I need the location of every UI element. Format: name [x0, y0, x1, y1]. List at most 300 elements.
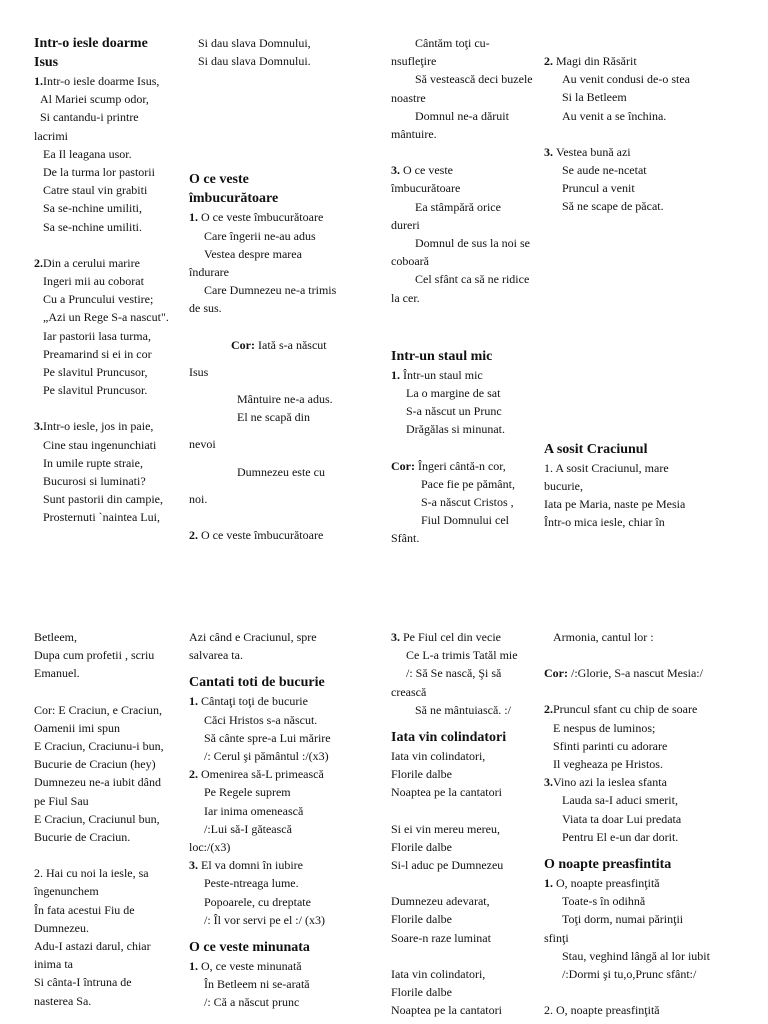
- song-title: O noapte preasfintita: [544, 857, 672, 873]
- lyric-line: [189, 893, 365, 911]
- lyric-text: E nespus de luminos;: [544, 720, 656, 735]
- lyric-text: Azi când e Craciunul, spre: [189, 630, 317, 644]
- lyric-text: Ea Il leagana usor.: [34, 146, 132, 161]
- lyric-line: [391, 892, 541, 910]
- lyric-line: [544, 70, 734, 88]
- lyric-text: Dupa cum profetii , scriu: [34, 648, 155, 663]
- spacer: [544, 682, 734, 700]
- lyric-line: [391, 475, 541, 493]
- lyric-line: [34, 646, 188, 664]
- lyric-text: Pruncul a venit: [544, 181, 635, 196]
- spacer: [544, 125, 734, 143]
- lyric-text: O ce veste îmbucurătoare: [198, 528, 324, 543]
- lyric-text: „Azi un Rege S-a nascut".: [34, 310, 169, 325]
- lyric-line: [391, 216, 541, 234]
- lyric-line: [34, 327, 188, 345]
- lyric-text: Ingeri mii au coborat: [34, 274, 144, 289]
- lyric-line: [189, 408, 365, 426]
- spacer: [391, 439, 541, 457]
- lyric-text: mântuire.: [391, 127, 437, 142]
- spacer: [391, 719, 541, 728]
- lyric-text: Vino azi la ieslea sfanta: [553, 775, 667, 790]
- lyric-text: Vestea despre marea: [189, 246, 302, 261]
- lyric-text: Pe slavitul Pruncusor,: [34, 365, 148, 380]
- lyric-text: Si cantandu-i printre: [34, 110, 139, 125]
- lyric-text: Sfânt.: [391, 531, 420, 546]
- verse-marker: Cor:: [391, 458, 415, 473]
- lyric-line: [189, 692, 365, 710]
- lyric-text: sfinţi: [544, 930, 569, 945]
- lyric-line: [34, 864, 188, 882]
- song-title: A sosit Craciunul: [544, 441, 648, 457]
- song-title: O ce veste minunata: [189, 940, 310, 956]
- lyric-line: [544, 791, 734, 809]
- lyric-text: Pe slavitul Pruncusor.: [34, 383, 148, 398]
- lyric-text: /: Cerul şi pământul :/(x3): [189, 749, 329, 764]
- lyric-text: Cântăm toţi cu-: [391, 36, 490, 50]
- lyric-line: [34, 381, 188, 399]
- lyric-line: [391, 856, 541, 874]
- lyric-text: Cor: E Craciun, e Craciun,: [34, 702, 162, 717]
- lyric-line: [391, 270, 541, 288]
- lyric-line: [544, 495, 734, 513]
- lyric-text: /:Dormi şi tu,o,Prunc sfânt:/: [544, 967, 697, 982]
- lyric-line: [34, 218, 188, 236]
- lyric-text: Iata pe Maria, naste pe Mesia: [544, 497, 686, 512]
- lyric-line: [34, 181, 188, 199]
- lyric-line: [544, 892, 734, 910]
- lyric-text: Cine stau ingenunchiati: [34, 437, 157, 452]
- lyric-line: [34, 773, 188, 791]
- lyric-text: /: Că a născut prunc: [189, 995, 300, 1010]
- lyric-text: Să cânte spre-a Lui mărire: [189, 730, 331, 745]
- lyric-text: nasterea Sa.: [34, 993, 92, 1008]
- lyric-line: [189, 711, 365, 729]
- lyric-line: [189, 838, 365, 856]
- spacer: [189, 426, 365, 435]
- lyric-line: [34, 992, 188, 1010]
- lyric-text: Isus: [189, 364, 209, 379]
- verse-marker: 1.: [189, 959, 198, 974]
- lyric-text: Iata vin colindatori,: [391, 966, 486, 981]
- lyric-text: Sunt pastorii din campie,: [34, 492, 163, 507]
- lyric-text: Drăgălas si minunat.: [391, 422, 505, 437]
- spacer: [544, 216, 734, 440]
- lyric-text: Să ne scape de păcat.: [544, 199, 664, 214]
- lyric-line: [544, 910, 734, 928]
- lyric-text: Popoarele, cu dreptate: [189, 894, 311, 909]
- spacer: [189, 929, 365, 938]
- lyric-text: Sa se-nchine umiliti.: [34, 219, 142, 234]
- lyric-text: Pe Fiul cel din vecie: [400, 630, 501, 644]
- lyric-text: 1. A sosit Craciunul, mare: [544, 460, 669, 475]
- lyric-line: [391, 34, 541, 52]
- lyric-text: nsufleţire: [391, 54, 437, 69]
- lyric-text: Sfinti parinti cu adorare: [544, 738, 668, 753]
- lyric-text: Stau, veghind lângă al lor iubit: [544, 948, 710, 963]
- lyric-line: [189, 299, 365, 317]
- lyric-line: [34, 72, 188, 90]
- lyric-line: [544, 477, 734, 495]
- spacer: [391, 143, 541, 161]
- lyric-line: [391, 965, 541, 983]
- lyric-text: îndurare: [189, 265, 229, 280]
- lyric-line: [544, 755, 734, 773]
- spacer: [189, 664, 365, 673]
- lyric-text: noastre: [391, 90, 426, 105]
- spacer: [544, 646, 734, 664]
- lyric-line: [189, 336, 365, 354]
- lyric-line: [189, 957, 365, 975]
- lyric-text: Bucurosi si luminati?: [34, 474, 146, 489]
- lyric-text: 2. Hai cu noi la iesle, sa: [34, 866, 149, 881]
- lyric-line: [391, 747, 541, 765]
- lyric-text: Într-o mica iesle, chiar în: [544, 515, 665, 530]
- top-column-2: [189, 34, 365, 544]
- lyric-text: Iată s-a născut: [255, 337, 327, 352]
- lyric-line: [34, 664, 188, 682]
- lyric-text: Noaptea pe la cantatori: [391, 785, 502, 800]
- verse-marker: 3.: [544, 775, 553, 790]
- song-title: îmbucurătoare: [189, 191, 279, 207]
- lyric-line: [189, 783, 365, 801]
- lyric-text: Emanuel.: [34, 666, 80, 681]
- lyric-text: O, ce veste minunată: [198, 959, 302, 974]
- lyric-line: [34, 955, 188, 973]
- lyric-line: [391, 664, 541, 682]
- lyric-text: Cu a Pruncului vestire;: [34, 292, 154, 307]
- lyric-line: [391, 420, 541, 438]
- lyric-line: [189, 747, 365, 765]
- lyric-text: /: Îl vor servi pe el :/ (x3): [189, 912, 325, 927]
- lyric-text: Iata vin colindatori,: [391, 749, 486, 764]
- lyric-line: [34, 882, 188, 900]
- lyric-line: [34, 417, 188, 435]
- spacer: [34, 236, 188, 254]
- lyric-line: [34, 792, 188, 810]
- lyric-line: [391, 783, 541, 801]
- lyric-line: [544, 719, 734, 737]
- spacer: [189, 508, 365, 526]
- lyric-line: [34, 755, 188, 773]
- lyric-line: [34, 937, 188, 955]
- lyric-text: Florile dalbe: [391, 839, 452, 854]
- lyric-line: [189, 526, 365, 544]
- lyric-line: [391, 107, 541, 125]
- lyric-text: Florile dalbe: [391, 912, 452, 927]
- lyric-text: îngenunchem: [34, 884, 99, 899]
- lyric-line: [544, 88, 734, 106]
- lyric-line: [391, 683, 541, 701]
- lyric-text: Au venit a se închina.: [544, 108, 667, 123]
- spacer: [544, 846, 734, 855]
- lyric-line: [391, 70, 541, 88]
- top-column-1: [34, 34, 188, 527]
- lyric-line: [391, 161, 541, 179]
- lyric-text: Să vestească deci buzele: [391, 72, 533, 87]
- verse-marker: 1.: [391, 367, 400, 382]
- verse-marker: 2.: [34, 255, 43, 270]
- lyric-text: Pe Regele suprem: [189, 785, 291, 800]
- verse-marker: 3.: [391, 630, 400, 644]
- bottom-column-4: [544, 628, 734, 1019]
- bottom-column-1: [34, 628, 188, 1010]
- lyric-line: [391, 765, 541, 783]
- lyric-text: Viata ta doar Lui predata: [544, 811, 682, 826]
- spacer: [189, 70, 365, 170]
- lyric-text: Vestea bună azi: [553, 144, 631, 159]
- lyric-line: [391, 983, 541, 1001]
- lyric-line: [391, 289, 541, 307]
- lyric-line: [189, 463, 365, 481]
- lyric-line: [34, 828, 188, 846]
- lyric-text: la cer.: [391, 290, 420, 305]
- lyric-line: [391, 366, 541, 384]
- top-column-4: [544, 52, 734, 531]
- verse-marker: 1.: [544, 876, 553, 891]
- lyric-text: Sa se-nchine umiliti,: [34, 201, 142, 216]
- lyric-text: S-a născut Cristos ,: [391, 495, 514, 510]
- spacer: [189, 381, 365, 390]
- lyric-text: O ce veste îmbucurătoare: [198, 210, 324, 225]
- lyric-text: Si la Betleem: [544, 90, 627, 105]
- verse-marker: 3.: [544, 144, 553, 159]
- lyric-text: Il vegheaza pe Hristos.: [544, 757, 663, 772]
- lyric-text: Omenirea să-L primească: [198, 767, 324, 782]
- lyric-line: [34, 254, 188, 272]
- lyric-text: Adu-I astazi darul, chiar: [34, 939, 151, 954]
- lyric-line: [189, 52, 365, 70]
- lyric-line: [34, 628, 188, 646]
- lyric-line: [34, 363, 188, 381]
- lyric-line: [34, 737, 188, 755]
- spacer: [391, 307, 541, 347]
- lyric-line: [391, 529, 541, 547]
- lyric-line: [34, 345, 188, 363]
- lyric-text: Cântaţi toţi de bucurie: [198, 694, 308, 709]
- lyric-text: /:Lui să-I gătească: [189, 821, 292, 836]
- lyric-line: [34, 973, 188, 991]
- lyric-text: Au venit condusi de-o stea: [544, 72, 690, 87]
- lyric-line: [391, 179, 541, 197]
- lyric-line: [391, 384, 541, 402]
- lyric-line: [544, 179, 734, 197]
- lyric-text: Al Mariei scump odor,: [34, 92, 149, 107]
- lyric-text: Lauda sa-I aduci smerit,: [544, 793, 678, 808]
- lyric-line: [34, 454, 188, 472]
- lyric-line: [544, 965, 734, 983]
- lyric-text: crească: [391, 684, 427, 699]
- lyric-line: [391, 910, 541, 928]
- verse-marker: Cor:: [544, 666, 568, 681]
- lyric-line: [189, 874, 365, 892]
- lyric-line: [34, 163, 188, 181]
- lyric-line: [189, 628, 365, 646]
- lyric-line: [189, 820, 365, 838]
- lyric-line: [189, 490, 365, 508]
- song-title: Cantati toti de bucurie: [189, 675, 325, 691]
- lyric-line: [34, 436, 188, 454]
- lyric-text: Armonia, cantul lor :: [544, 630, 654, 644]
- spacer: [34, 846, 188, 864]
- lyric-text: Dumnezeu ne-a iubit dând: [34, 775, 161, 790]
- lyric-text: Si-l aduc pe Dumnezeu: [391, 858, 504, 873]
- lyric-text: Ea stâmpără orice: [391, 199, 501, 214]
- lyric-line: [391, 89, 541, 107]
- lyric-line: [189, 390, 365, 408]
- lyric-text: de sus.: [189, 301, 222, 316]
- spacer: [189, 318, 365, 336]
- lyric-line: [34, 810, 188, 828]
- lyric-line: [391, 234, 541, 252]
- lyric-line: [391, 838, 541, 856]
- lyric-line: [189, 729, 365, 747]
- song-title: Isus: [34, 55, 59, 70]
- lyric-text: Iar inima omenească: [189, 803, 304, 818]
- lyric-text: Si ei vin mereu mereu,: [391, 821, 500, 836]
- lyric-line: [189, 646, 365, 664]
- song-title: O ce veste: [189, 172, 249, 188]
- lyric-text: Oamenii imi spun: [34, 720, 120, 735]
- lyric-text: Iar pastorii lasa turma,: [34, 328, 151, 343]
- verse-marker: 2.: [544, 54, 553, 68]
- lyric-text: Pace fie pe pământ,: [391, 476, 515, 491]
- lyric-text: Soare-n raze luminat: [391, 930, 491, 945]
- bottom-column-3: [391, 628, 541, 1019]
- lyric-line: [544, 874, 734, 892]
- lyric-text: El va domni în iubire: [198, 858, 303, 873]
- lyric-text: Care îngerii ne-au adus: [189, 228, 316, 243]
- lyric-line: [34, 272, 188, 290]
- lyric-line: [34, 901, 188, 919]
- lyric-text: Să ne mântuiască. :/: [391, 702, 511, 717]
- lyric-line: [34, 490, 188, 508]
- verse-marker: 2.: [189, 528, 198, 543]
- lyric-text: 2. O, noapte preasfinţită: [544, 1003, 660, 1018]
- spacer: [34, 683, 188, 701]
- verse-marker: 1.: [189, 210, 198, 225]
- lyric-text: îmbucurătoare: [391, 181, 461, 196]
- lyric-text: Într-un staul mic: [400, 367, 483, 382]
- lyric-line: [34, 472, 188, 490]
- song-title: Iata vin colindatori: [391, 730, 507, 746]
- lyric-line: [189, 802, 365, 820]
- lyric-line: [544, 700, 734, 718]
- lyric-line: [189, 363, 365, 381]
- lyric-line: [391, 125, 541, 143]
- spacer: [34, 399, 188, 417]
- lyric-line: [544, 628, 734, 646]
- lyric-line: [544, 773, 734, 791]
- lyric-line: [544, 929, 734, 947]
- lyric-text: Pruncul sfant cu chip de soare: [553, 702, 698, 717]
- lyric-text: Căci Hristos s-a născut.: [189, 712, 318, 727]
- lyric-text: Mântuire ne-a adus.: [189, 392, 333, 407]
- lyric-text: La o margine de sat: [391, 386, 501, 401]
- lyric-line: [34, 127, 188, 145]
- lyric-text: Si dau slava Domnului,: [189, 36, 311, 50]
- lyric-line: [391, 646, 541, 664]
- lyric-line: [391, 52, 541, 70]
- lyric-text: loc:/(x3): [189, 840, 231, 855]
- lyric-text: /: Să Se nască, Şi să: [391, 666, 502, 681]
- lyric-text: Si cânta-I întruna de: [34, 975, 132, 990]
- lyric-text: E Craciun, Craciunul bun,: [34, 811, 160, 826]
- lyric-text: Se aude ne-ncetat: [544, 163, 647, 178]
- verse-marker: 3.: [391, 163, 400, 178]
- lyric-line: [34, 90, 188, 108]
- lyric-line: [544, 197, 734, 215]
- lyric-line: [189, 765, 365, 783]
- song-title: Intr-un staul mic: [391, 348, 493, 364]
- lyric-line: [189, 911, 365, 929]
- lyric-line: [544, 513, 734, 531]
- lyric-line: [189, 263, 365, 281]
- lyric-text: E Craciun, Craciunu-i bun,: [34, 739, 164, 754]
- lyric-text: inima ta: [34, 957, 73, 972]
- lyric-text: Fiul Domnului cel: [391, 513, 509, 528]
- lyric-text: pe Fiul Sau: [34, 793, 89, 808]
- lyric-line: [544, 664, 734, 682]
- lyric-text: coboară: [391, 254, 429, 269]
- lyric-line: [391, 511, 541, 529]
- lyric-text: Bucurie de Craciun.: [34, 830, 131, 845]
- lyric-line: [544, 737, 734, 755]
- lyric-line: [544, 52, 734, 70]
- lyric-line: [544, 810, 734, 828]
- lyric-line: [34, 508, 188, 526]
- lyric-text: Îngeri cântă-n cor,: [415, 458, 506, 473]
- spacer: [544, 983, 734, 1001]
- lyric-text: Betleem,: [34, 630, 77, 644]
- lyric-text: Preamarind si ei in cor: [34, 346, 152, 361]
- spacer: [189, 454, 365, 463]
- lyric-text: nevoi: [189, 437, 216, 452]
- lyric-text: In umile rupte straie,: [34, 455, 143, 470]
- lyric-line: [544, 107, 734, 125]
- verse-marker: 1.: [34, 74, 43, 88]
- lyric-line: [391, 493, 541, 511]
- lyric-text: /:Glorie, S-a nascut Mesia:/: [568, 666, 703, 681]
- lyric-line: [391, 402, 541, 420]
- lyric-text: Dumnezeu este cu: [189, 464, 325, 479]
- lyric-text: dureri: [391, 217, 420, 232]
- lyric-line: [189, 281, 365, 299]
- lyric-line: [544, 161, 734, 179]
- lyric-text: Intr-o iesle doarme Isus,: [43, 74, 160, 88]
- lyric-line: [189, 34, 365, 52]
- spacer: [189, 481, 365, 490]
- lyric-text: salvarea ta.: [189, 648, 243, 663]
- verse-marker: Cor:: [189, 337, 255, 352]
- top-column-3: [391, 34, 541, 548]
- lyric-text: Catre staul vin grabiti: [34, 183, 148, 198]
- verse-marker: 2.: [189, 767, 198, 782]
- lyric-line: [189, 208, 365, 226]
- lyric-text: Ce L-a trimis Tatăl mie: [391, 648, 518, 663]
- lyric-text: Cel sfânt ca să ne ridice: [391, 272, 530, 287]
- lyric-line: [391, 198, 541, 216]
- lyric-text: Care Dumnezeu ne-a trimis: [189, 283, 337, 298]
- lyric-text: Din a cerului marire: [43, 255, 140, 270]
- lyric-text: În Betleem ni se-arată: [189, 977, 310, 992]
- lyric-text: bucurie,: [544, 478, 583, 493]
- lyric-line: [391, 628, 541, 646]
- lyric-text: Florile dalbe: [391, 985, 452, 1000]
- verse-marker: 1.: [189, 694, 198, 709]
- lyric-line: [34, 919, 188, 937]
- lyric-text: O, noapte preasfinţită: [553, 876, 660, 891]
